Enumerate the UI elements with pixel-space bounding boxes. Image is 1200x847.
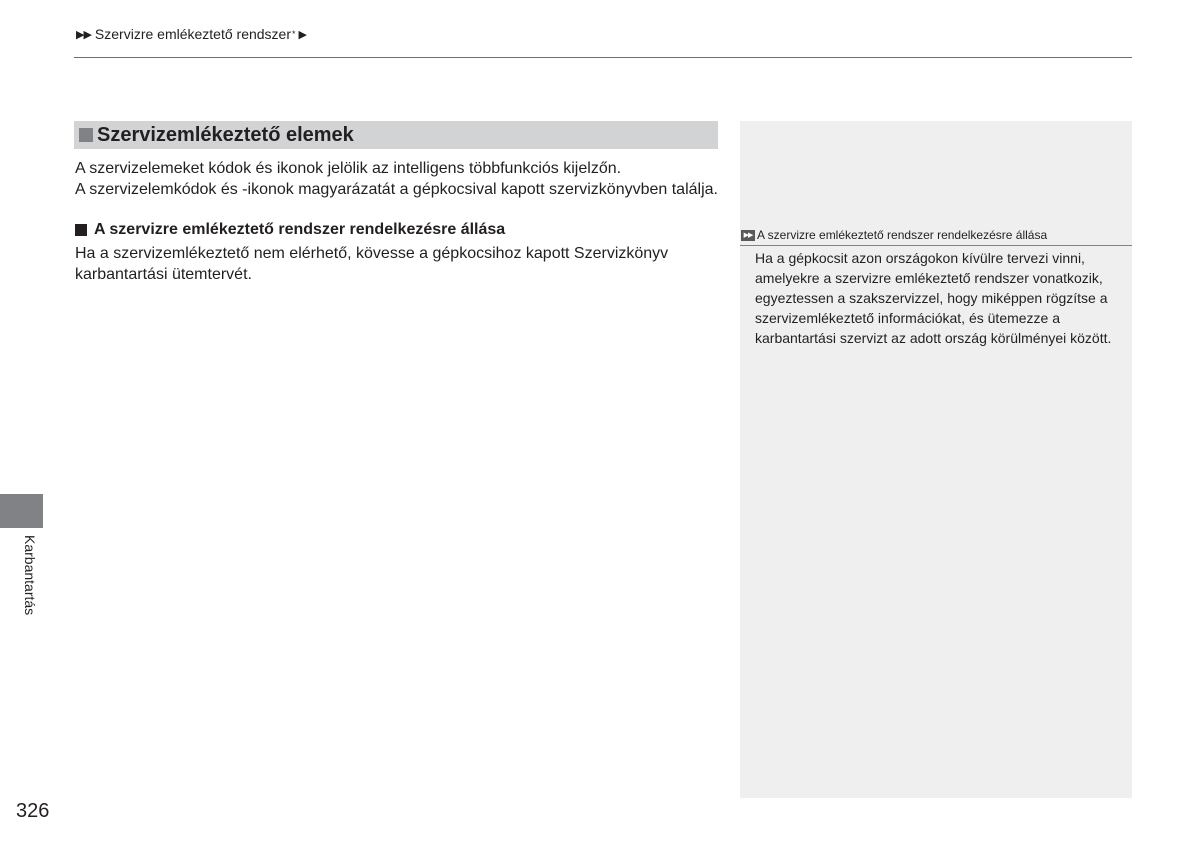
section-header [74, 121, 718, 149]
breadcrumb-star: * [292, 29, 296, 39]
chapter-tab-label: Karbantartás [22, 535, 38, 616]
subsection-heading [75, 221, 505, 239]
section-square-icon [79, 128, 93, 142]
side-note-body [755, 248, 1125, 348]
side-note-line: Ha a gépkocsit azon országokon kívülre tervezi vinni, [755, 250, 1085, 266]
reference-arrow-icon: ▶▶ [741, 230, 755, 241]
section-title: Szervizemlékeztető elemek [97, 123, 354, 146]
section-paragraph-1: A szervizelemeket kódok és ikonok jelölik az intelligens többfunkciós kijelzőn. [75, 160, 622, 177]
subsection-square-icon [75, 224, 87, 236]
side-note-panel [740, 121, 1132, 798]
subsection-heading-text: A szervizre emlékeztető rendszer rendelkezésre állása [94, 221, 506, 238]
side-note-line: egyeztessen a szakszervizzel, hogy miképpen rögzítse a [755, 290, 1108, 306]
side-note-line: karbantartási szervizt az adott ország körülményei között. [755, 330, 1112, 346]
breadcrumb-link[interactable]: Szervizre emlékeztető rendszer [94, 26, 291, 42]
page-number: 326 [16, 800, 50, 822]
breadcrumb-arrow-icon: ▶ [298, 28, 307, 41]
side-note-line: szervizemlékeztető információkat, és ütemezze a [755, 310, 1061, 326]
side-note-heading-text: A szervizre emlékeztető rendszer rendelkezésre állása [757, 228, 1048, 242]
subsection-line-2: karbantartási ütemtervét. [75, 266, 252, 283]
section-paragraph-2: A szervizelemkódok és -ikonok magyarázatát a gépkocsival kapott szervizkönyvben találja. [75, 181, 718, 198]
side-note-heading[interactable] [740, 225, 1132, 246]
header-divider [74, 57, 1132, 58]
chapter-tab [0, 494, 43, 528]
breadcrumb [76, 26, 307, 42]
breadcrumb-arrows-icon: ▶▶ [76, 28, 91, 41]
subsection-line-1: Ha a szervizemlékeztető nem elérhető, kövesse a gépkocsihoz kapott Szervizkönyv [75, 245, 669, 262]
side-note-line: amelyekre a szervizre emlékeztető rendszer vonatkozik, [755, 270, 1103, 286]
